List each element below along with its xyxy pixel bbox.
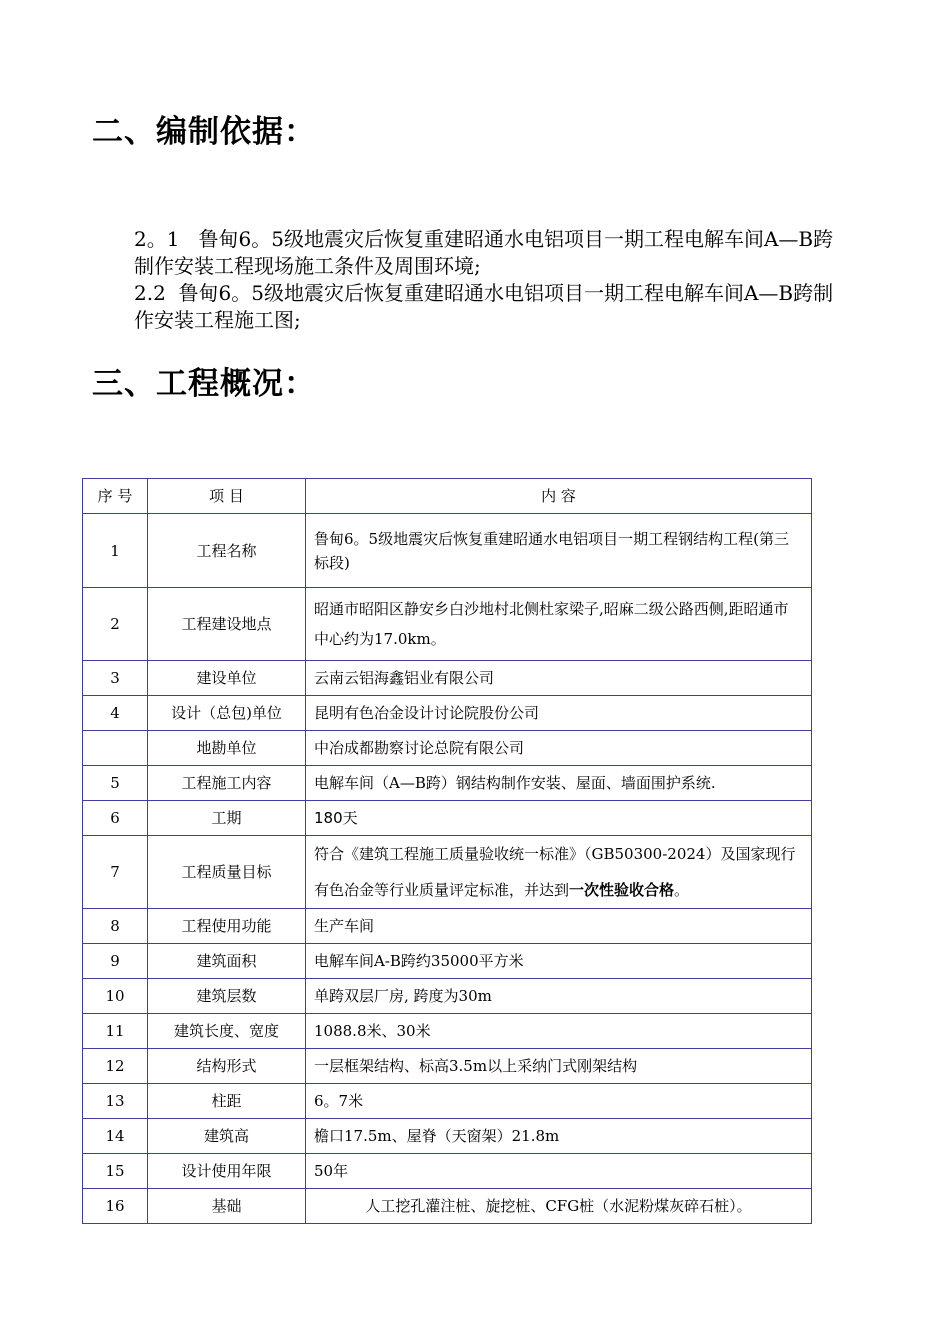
basis-item bbox=[92, 226, 842, 280]
row-no: 2 bbox=[83, 588, 148, 661]
row-item: 工程质量目标 bbox=[148, 836, 306, 909]
table-row bbox=[83, 1189, 812, 1224]
row-item: 柱距 bbox=[148, 1084, 306, 1119]
table-row bbox=[83, 1084, 812, 1119]
row-content: 电解车间A-B跨约35000平方米 bbox=[306, 944, 812, 979]
row-no: 6 bbox=[83, 801, 148, 836]
row-content: 单跨双层厂房, 跨度为30m bbox=[306, 979, 812, 1014]
row-content: 檐口17.5m、屋脊（天窗架）21.8m bbox=[306, 1119, 812, 1154]
table-row bbox=[83, 979, 812, 1014]
header-no: 序 号 bbox=[83, 479, 148, 514]
row-item: 工程施工内容 bbox=[148, 766, 306, 801]
table-row bbox=[83, 696, 812, 731]
basis-item bbox=[92, 280, 842, 334]
row-item: 设计（总包)单位 bbox=[148, 696, 306, 731]
row-item: 工程名称 bbox=[148, 514, 306, 588]
row-item: 工程使用功能 bbox=[148, 909, 306, 944]
header-content: 内 容 bbox=[306, 479, 812, 514]
row-no: 16 bbox=[83, 1189, 148, 1224]
table-row bbox=[83, 1014, 812, 1049]
basis-list bbox=[92, 226, 842, 334]
row-content: 云南云铝海鑫铝业有限公司 bbox=[306, 661, 812, 696]
quality-text: 符合《建筑工程施工质量验收统一标准》（GB50300-2024）及国家现行有色冶金等行业质量评定标准，并达到 bbox=[314, 845, 796, 899]
table-row bbox=[83, 909, 812, 944]
row-item: 建筑高 bbox=[148, 1119, 306, 1154]
table-row bbox=[83, 514, 812, 588]
table-row bbox=[83, 766, 812, 801]
row-no: 8 bbox=[83, 909, 148, 944]
row-no: 4 bbox=[83, 696, 148, 731]
row-content: 昆明有色冶金设计讨论院股份公司 bbox=[306, 696, 812, 731]
section2-title: 二、编制依据： bbox=[92, 114, 316, 150]
overview-table bbox=[82, 478, 812, 1224]
row-no: 12 bbox=[83, 1049, 148, 1084]
row-no: 9 bbox=[83, 944, 148, 979]
row-item: 结构形式 bbox=[148, 1049, 306, 1084]
basis-item-text: 鲁甸6。5级地震灾后恢复重建昭通水电铝项目一期工程电解车间A—B跨制作安装工程现场施工条件及周围环境; bbox=[134, 227, 834, 278]
row-content: 昭通市昭阳区静安乡白沙地村北侧杜家梁子,昭麻二级公路西侧,距昭通市中心约为17.0km。 bbox=[306, 588, 812, 661]
row-content: 1088.8米、30米 bbox=[306, 1014, 812, 1049]
row-no: 5 bbox=[83, 766, 148, 801]
table-row bbox=[83, 801, 812, 836]
table-row bbox=[83, 661, 812, 696]
row-no: 11 bbox=[83, 1014, 148, 1049]
basis-item-number: 2。1 bbox=[134, 227, 180, 251]
quality-emphasis: 一次性验收合格 bbox=[569, 881, 675, 899]
row-item: 地勘单位 bbox=[148, 731, 306, 766]
row-item: 工期 bbox=[148, 801, 306, 836]
basis-item-text: 鲁甸6。5级地震灾后恢复重建昭通水电铝项目一期工程电解车间A—B跨制作安装工程施工图; bbox=[134, 281, 834, 332]
row-item: 建筑层数 bbox=[148, 979, 306, 1014]
row-no: 14 bbox=[83, 1119, 148, 1154]
row-content: 50年 bbox=[306, 1154, 812, 1189]
row-no: 7 bbox=[83, 836, 148, 909]
row-content: 6。7米 bbox=[306, 1084, 812, 1119]
row-item: 建筑长度、宽度 bbox=[148, 1014, 306, 1049]
row-content: 一层框架结构、标高3.5m以上采纳门式刚架结构 bbox=[306, 1049, 812, 1084]
table-row bbox=[83, 944, 812, 979]
section3-title: 三、工程概况： bbox=[92, 366, 316, 402]
row-no: 13 bbox=[83, 1084, 148, 1119]
row-no: 3 bbox=[83, 661, 148, 696]
row-content: 生产车间 bbox=[306, 909, 812, 944]
header-item: 项 目 bbox=[148, 479, 306, 514]
row-no: 15 bbox=[83, 1154, 148, 1189]
row-item: 建设单位 bbox=[148, 661, 306, 696]
quality-suffix: 。 bbox=[674, 881, 690, 899]
row-content bbox=[306, 836, 812, 909]
row-item: 建筑面积 bbox=[148, 944, 306, 979]
table-row bbox=[83, 1049, 812, 1084]
basis-item-number: 2.2 bbox=[134, 281, 166, 305]
table-row bbox=[83, 1119, 812, 1154]
row-content: 中冶成都勘察讨论总院有限公司 bbox=[306, 731, 812, 766]
row-content: 180天 bbox=[306, 801, 812, 836]
table-row bbox=[83, 1154, 812, 1189]
row-content: 鲁甸6。5级地震灾后恢复重建昭通水电铝项目一期工程钢结构工程(第三标段) bbox=[306, 514, 812, 588]
table-row bbox=[83, 836, 812, 909]
row-no: 1 bbox=[83, 514, 148, 588]
row-item: 设计使用年限 bbox=[148, 1154, 306, 1189]
row-no: 10 bbox=[83, 979, 148, 1014]
row-item: 工程建设地点 bbox=[148, 588, 306, 661]
table-row bbox=[83, 588, 812, 661]
row-no bbox=[83, 731, 148, 766]
table-row bbox=[83, 731, 812, 766]
row-content: 电解车间（A—B跨）钢结构制作安装、屋面、墙面围护系统. bbox=[306, 766, 812, 801]
row-content: 人工挖孔灌注桩、旋挖桩、CFG桩（水泥粉煤灰碎石桩）。 bbox=[306, 1189, 812, 1224]
table-header-row bbox=[83, 479, 812, 514]
row-item: 基础 bbox=[148, 1189, 306, 1224]
